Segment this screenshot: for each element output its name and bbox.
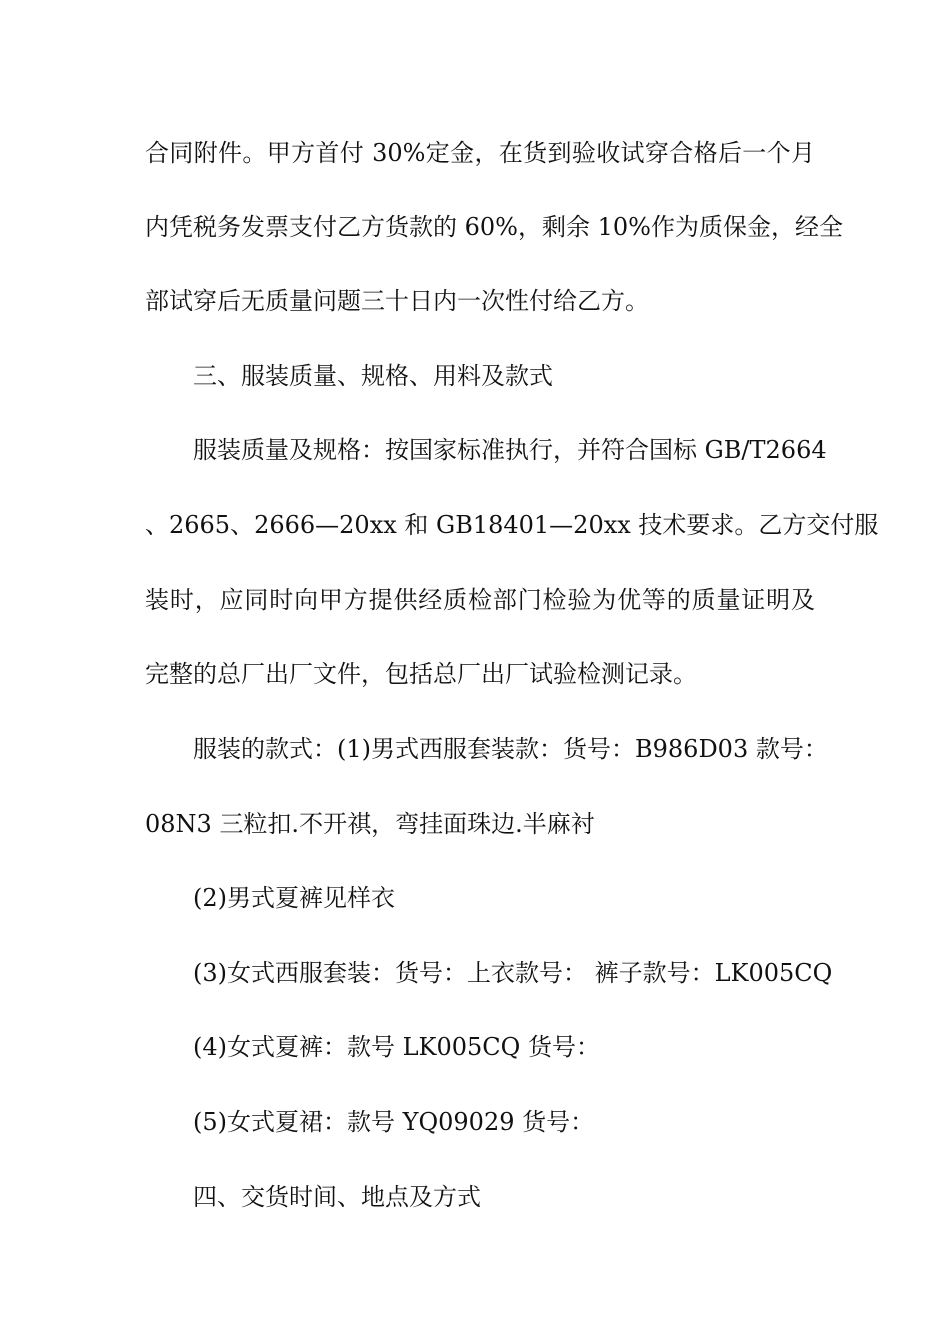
- paragraph-line-quality-4: 完整的总厂出厂文件，包括总厂出厂试验检测记录。: [145, 660, 697, 688]
- list-item-womens-skirt: (5)女式夏裙：款号 YQ09029 货号：: [193, 1108, 595, 1136]
- list-item-womens-suit: (3)女式西服套装：货号：上衣款号： 裤子款号：LK005CQ: [193, 959, 833, 987]
- paragraph-line-quality-1: 服装质量及规格：按国家标准执行，并符合国标 GB/T2664: [193, 436, 827, 464]
- section-heading-quality: 三、服装质量、规格、用料及款式: [193, 362, 553, 390]
- list-item-mens-trousers: (2)男式夏裤见样衣: [193, 884, 395, 912]
- paragraph-line-payment-3: 部试穿后无质量问题三十日内一次性付给乙方。: [145, 287, 649, 315]
- paragraph-line-style-1: 服装的款式：(1)男式西服套装款：货号：B986D03 款号：: [193, 735, 828, 763]
- paragraph-line-quality-2: 、2665、2666—20xx 和 GB18401—20xx 技术要求。乙方交付服: [145, 511, 879, 539]
- section-heading-delivery: 四、交货时间、地点及方式: [193, 1183, 481, 1211]
- paragraph-line-quality-3: 装时，应同时向甲方提供经质检部门检验为优等的质量证明及: [145, 586, 815, 614]
- list-item-womens-trousers: (4)女式夏裤：款号 LK005CQ 货号：: [193, 1033, 600, 1061]
- paragraph-line-payment-1: 合同附件。甲方首付 30%定金，在货到验收试穿合格后一个月: [145, 139, 815, 167]
- paragraph-line-style-2: 08N3 三粒扣.不开祺，弯挂面珠边.半麻衬: [145, 810, 595, 838]
- paragraph-line-payment-2: 内凭税务发票支付乙方货款的 60%，剩余 10%作为质保金，经全: [145, 213, 843, 241]
